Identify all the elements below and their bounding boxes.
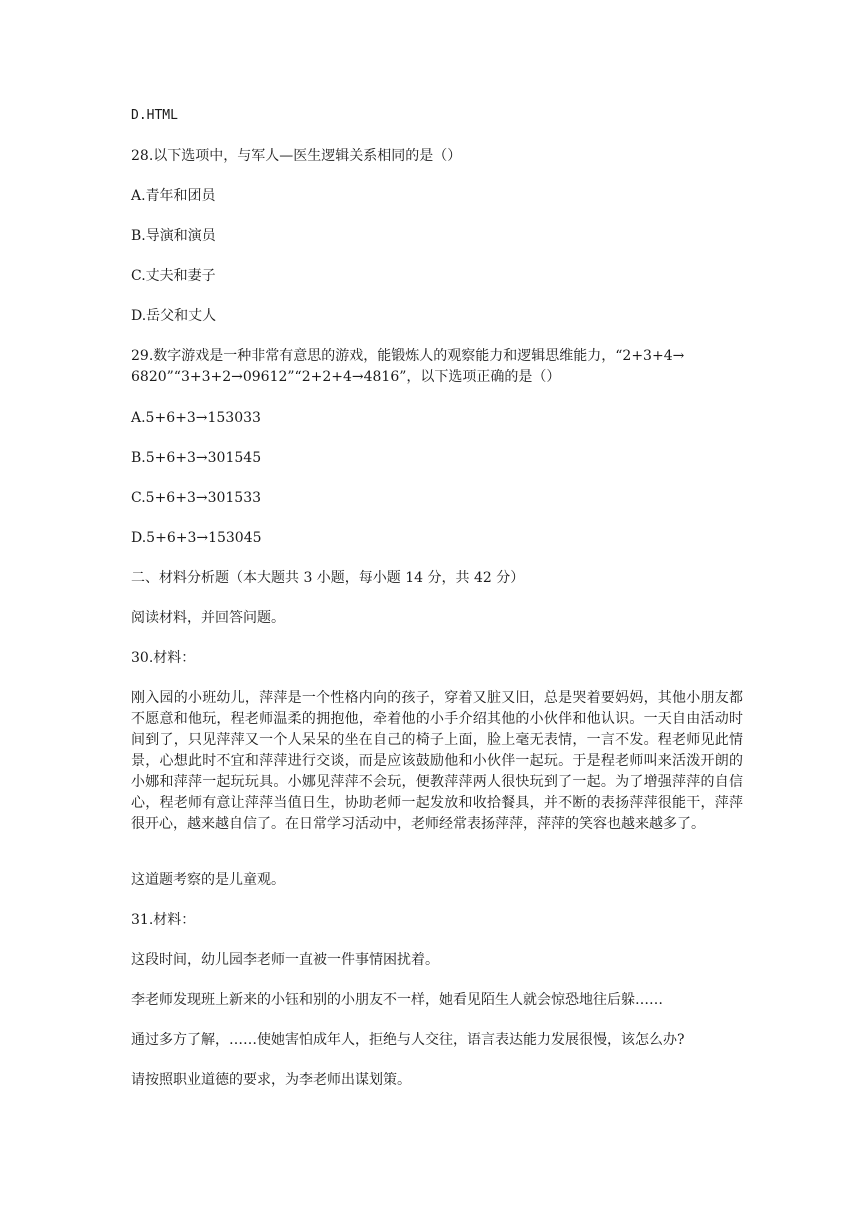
q31-paragraph-3: 通过多方了解，……使她害怕成年人，拒绝与人交往，语言表达能力发展很慢，该怎么办? bbox=[131, 1032, 685, 1048]
q29-option-b: B.5+6+3→301545 bbox=[131, 450, 262, 466]
q28-option-a: A.青年和团员 bbox=[131, 188, 216, 204]
q31-paragraph-4: 请按照职业道德的要求，为李老师出谋划策。 bbox=[131, 1072, 411, 1088]
q29-stem-line2: 6820”“3+3+2→09612”“2+2+4→4816”，以下选项正确的是（） bbox=[131, 369, 561, 385]
q30-material: 刚入园的小班幼儿，萍萍是一个性格内向的孩子，穿着又脏又旧，总是哭着要妈妈，其他小朋友都不愿意和他玩，程老师温柔的拥抱他，牵着他的小手介绍其他的小伙伴和他认识。一天自由活动时间到了，只见萍萍又一个人呆呆的坐在自己的椅子上面，脸上毫无表情，一言不发。程老师见此情景，心想此时不宜和萍萍进行交谈，而是应该鼓励他和小伙伴一起玩。于是程老师叫来活泼开朗的小娜和萍萍一起玩玩具。小娜见萍萍不会玩，便教萍萍两人很快玩到了一起。为了增强萍萍的自信心，程老师有意让萍萍当值日生，协助老师一起发放和收拾餐具，并不断的表扬萍萍很能干，萍萍很开心，越来越自信了。在日常学习活动中，老师经常表扬萍萍，萍萍的笑容也越来越多了。 bbox=[131, 690, 743, 832]
q28-option-c: C.丈夫和妻子 bbox=[131, 268, 216, 284]
section-instruction: 阅读材料，并回答问题。 bbox=[131, 610, 285, 626]
q31-label: 31.材料： bbox=[131, 912, 196, 928]
q28-option-b: B.导演和演员 bbox=[131, 228, 216, 244]
q28-option-d: D.岳父和丈人 bbox=[131, 308, 217, 324]
q27-option-d: D.HTML bbox=[131, 108, 178, 123]
q29-stem-line1: 29.数字游戏是一种非常有意思的游戏，能锻炼人的观察能力和逻辑思维能力，“2+3+4→ bbox=[131, 348, 685, 364]
q29-option-a: A.5+6+3→153033 bbox=[131, 410, 261, 426]
q29-option-c: C.5+6+3→301533 bbox=[131, 490, 262, 506]
q30-question: 这道题考察的是儿童观。 bbox=[131, 872, 285, 888]
q30-label: 30.材料： bbox=[131, 650, 196, 666]
section-heading: 二、材料分析题（本大题共 3 小题，每小题 14 分，共 42 分） bbox=[131, 570, 525, 586]
q28-stem: 28.以下选项中，与军人—医生逻辑关系相同的是（） bbox=[131, 148, 462, 164]
q31-paragraph-2: 李老师发现班上新来的小钰和别的小朋友不一样，她看见陌生人就会惊恐地往后躲…… bbox=[131, 992, 663, 1008]
q29-option-d: D.5+6+3→153045 bbox=[131, 530, 262, 546]
q31-paragraph-1: 这段时间，幼儿园李老师一直被一件事情困扰着。 bbox=[131, 952, 439, 968]
